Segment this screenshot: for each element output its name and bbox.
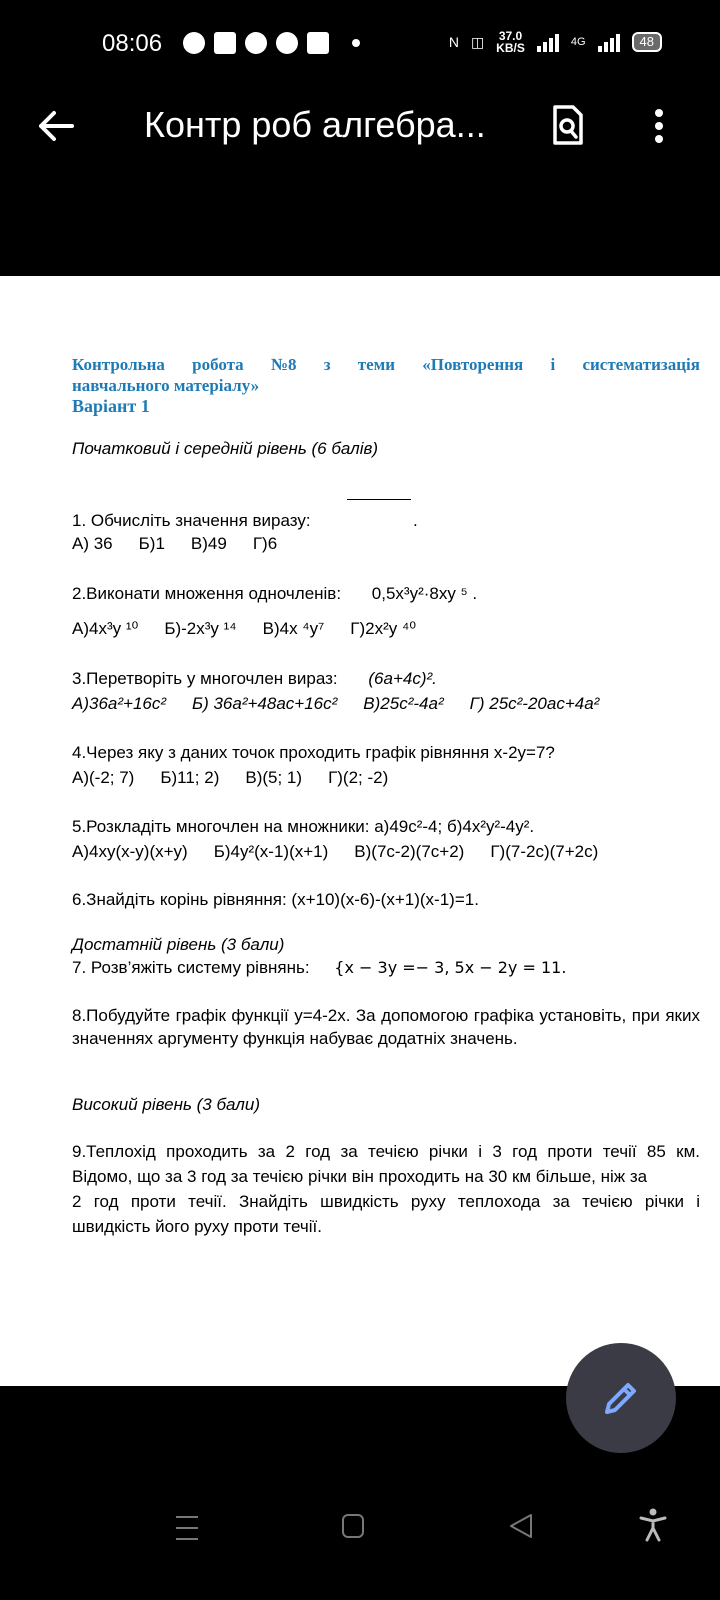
nfc-icon: N (448, 34, 459, 50)
level-heading-basic: Початковий і середній рівень (6 балів) (72, 439, 379, 458)
status-time: 08:06 (102, 30, 163, 57)
more-options-icon[interactable] (654, 108, 664, 149)
option: А)(-2; 7) (72, 768, 135, 787)
fraction-denominator: 7³⁰ (370, 500, 388, 515)
question-9-line: 9.Теплохід проходить за 2 год за течією річки і 3 год проти течії 85 км. (72, 1142, 700, 1161)
fraction-numerator: (7³)⁸ · 7⁶ (347, 482, 411, 500)
option: А)36a²+16c² (72, 694, 167, 713)
question-3-text: 3.Перетворіть у многочлен вираз: (72, 669, 338, 688)
title-word: і (550, 355, 556, 374)
option: В)49 (190, 534, 227, 553)
option: Г)2x²y ⁴⁰ (350, 619, 417, 638)
question-9-line: Відомо, що за 3 год за течією річки він проходить на 30 км більше, ніж за (72, 1167, 648, 1186)
option: Г) 25c²-20ac+4a² (469, 694, 600, 713)
question-6: 6.Знайдіть корінь рівняння: (x+10)(x-6)-(x+1)(x-1)=1. (72, 890, 479, 909)
question-4: 4.Через яку з даних точок проходить графік рівняння x-2y=7? (72, 743, 555, 762)
back-arrow-icon[interactable] (36, 110, 76, 147)
network-speed (496, 30, 525, 54)
option: Г)6 (252, 534, 278, 553)
title-word: Контрольна (72, 355, 165, 374)
network-type: 4G (570, 36, 586, 48)
option: Г)(2; -2) (328, 768, 389, 787)
status-bar (0, 0, 720, 90)
signal-1-icon (537, 32, 559, 52)
document-title: Контр роб алгебра... (144, 104, 486, 145)
option: Г)(7-2c)(7+2c) (490, 842, 599, 861)
option: В)4x ⁴y⁷ (262, 619, 325, 638)
telegram-icon (183, 32, 205, 54)
question-1-options (72, 532, 303, 555)
title-word: з (323, 355, 331, 374)
option: Б)11; 2) (160, 768, 220, 787)
speed-unit: KB/S (496, 41, 525, 55)
option: А)4xy(x-y)(x+y) (72, 842, 188, 861)
notification-icons (183, 32, 360, 54)
variant-label: Варіант 1 (72, 396, 150, 416)
vibrate-icon: ◫ (470, 33, 485, 50)
option: Б) 36a²+48ac+16c² (192, 694, 338, 713)
home-icon[interactable] (341, 1513, 365, 1544)
question-2 (72, 582, 477, 605)
option: В)(7c-2)(7c+2) (354, 842, 465, 861)
option: Б)4y²(x-1)(x+1) (213, 842, 329, 861)
question-9 (72, 1139, 700, 1239)
title-word: №8 (270, 355, 297, 374)
discord-icon (245, 32, 267, 54)
question-3-options (72, 692, 599, 715)
title-word: систематизація (582, 355, 700, 374)
fraction-expression (347, 482, 411, 516)
battery-icon: 48 (632, 32, 662, 52)
question-7-text: 7. Розв’яжіть систему рівнянь: (72, 958, 310, 977)
recent-apps-icon[interactable] (176, 1515, 198, 1546)
level-heading-sufficient: Достатній рівень (3 бали) (72, 935, 285, 954)
system-nav-bar (0, 1490, 720, 1600)
question-9-line: 2 год проти течії. Знайдіть швидкість руху теплохода за течією річки і (72, 1192, 700, 1211)
option: А)4x³y ¹⁰ (72, 619, 139, 638)
option: В)25c²-4a² (363, 694, 444, 713)
question-2-expression: 0,5x³y²·8xy ⁵ . (371, 584, 478, 603)
title-word: «Повторення (422, 355, 524, 374)
facebook-icon (307, 32, 329, 54)
option: Б)-2x³y ¹⁴ (164, 619, 237, 638)
nav-back-icon[interactable] (508, 1512, 534, 1545)
more-notifications-icon (352, 39, 360, 47)
question-7 (72, 956, 566, 979)
question-5: 5.Розкладіть многочлен на множники: а)49с²-4; б)4x²y²-4y². (72, 817, 535, 836)
question-2-text: 2.Виконати множення одночленів: (72, 584, 342, 603)
fraction-end: . (413, 511, 418, 530)
question-8: 8.Побудуйте графік функції y=4-2x. За допомогою графіка установіть, при яких значеннях аргументу функція набуває додатніх значень. (72, 1006, 700, 1048)
title-word: теми (357, 355, 396, 374)
question-1 (72, 509, 418, 532)
pencil-icon (599, 1376, 643, 1420)
question-2-options (72, 617, 442, 640)
speed-value: 37.0 (498, 29, 523, 43)
option: Б)1 (138, 534, 165, 553)
question-9-line: швидкість його руху проти течії. (72, 1217, 322, 1236)
messenger-icon (276, 32, 298, 54)
level-heading-high: Високий рівень (3 бали) (72, 1095, 260, 1114)
title-word: робота (192, 355, 244, 374)
question-1-text: 1. Обчисліть значення виразу: (72, 511, 311, 530)
option: А) 36 (72, 534, 113, 553)
worksheet-title (72, 354, 700, 417)
news-icon (214, 32, 236, 54)
accessibility-icon[interactable] (639, 1508, 667, 1547)
question-3-expression: (6a+4c)². (368, 669, 437, 688)
option: В)(5; 1) (245, 768, 303, 787)
title-line-2: навчального матеріалу» (72, 376, 260, 395)
question-5-options (72, 840, 598, 863)
question-7-system: {x − 3y =− 3, 5x − 2y = 11. (334, 958, 567, 977)
question-3 (72, 667, 437, 690)
edit-fab-button[interactable] (566, 1343, 676, 1453)
search-in-document-icon[interactable] (552, 104, 584, 151)
signal-2-icon (598, 32, 620, 52)
question-4-options (72, 766, 414, 789)
